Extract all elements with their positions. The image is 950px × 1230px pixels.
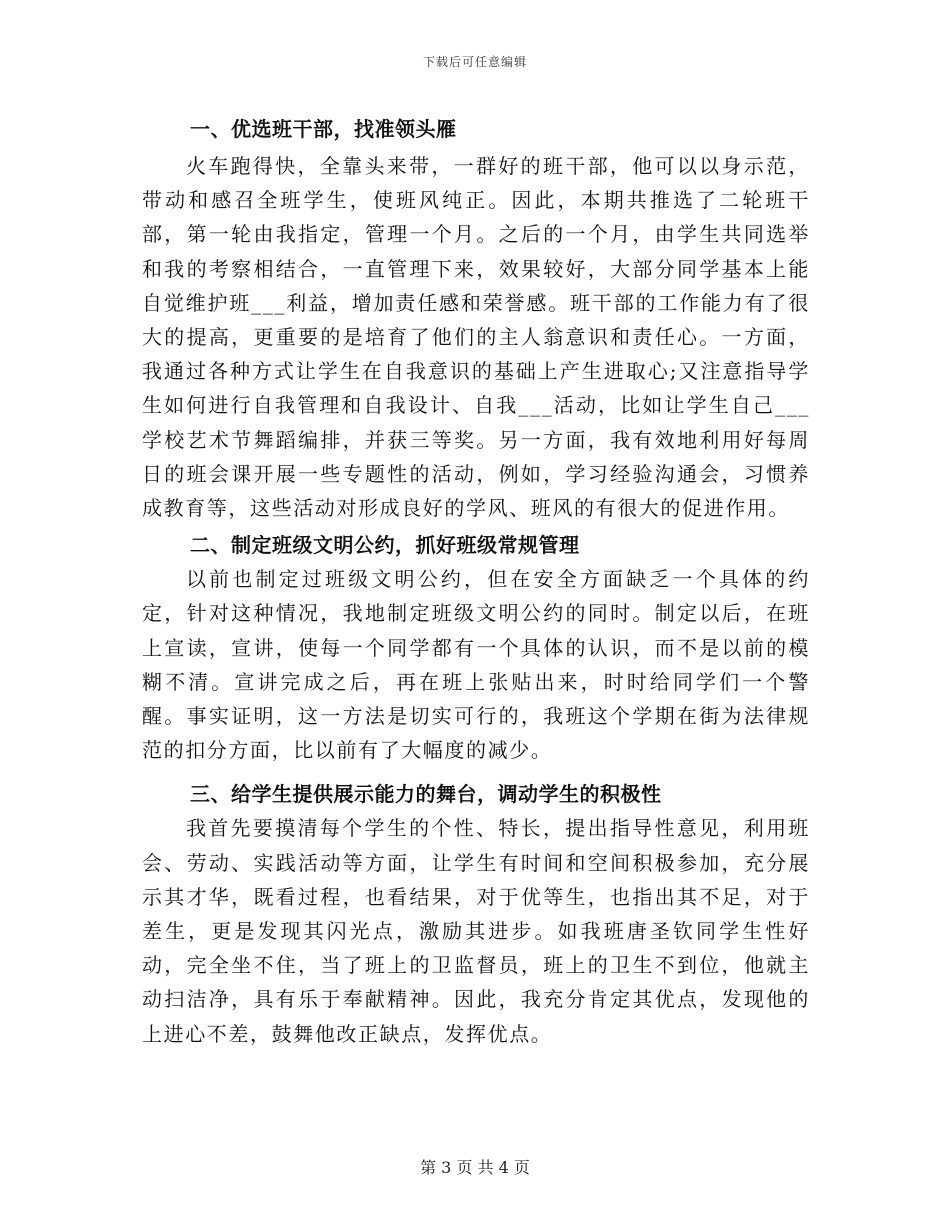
document-body [142, 112, 810, 1051]
header-note: 下载后可任意编辑 [422, 55, 527, 69]
section-heading-2: 二、制定班级文明公约，抓好班级常规管理 [190, 533, 580, 558]
section-body-1: 火车跑得快，全靠头来带，一群好的班干部，他可以以身示范，带动和感召全班学生，使班风纯正。因此，本期共推选了二轮班干部，第一轮由我指定，管理一个月。之后的一个月，由学生共同选举和我的考察相结合，一直管理下来，效果较好，大部分同学基本上能自觉维护班___利益，增加责任感和荣誉感。班干部的工作能力有了很大的提高，更重要的是培育了他们的主人翁意识和责任心。一方面，我通过各种方式让学生在自我意识的基础上产生进取心;又注意指导学生如何进行自我管理和自我设计、自我___活动，比如让学生自己___学校艺术节舞蹈编排，并获三等奖。另一方面，我有效地利用好每周日的班会课开展一些专题性的活动，例如，学习经验沟通会，习惯养成教育等，这些活动对形成良好的学风、班风的有很大的促进作用。 [142, 154, 810, 521]
section-body-3: 我首先要摸清每个学生的个性、特长，提出指导性意见，利用班会、劳动、实践活动等方面，让学生有时间和空间积极参加，充分展示其才华，既看过程，也看结果，对于优等生，也指出其不足，对于差生，更是发现其闪光点，激励其进步。如我班唐圣钦同学生性好动，完全坐不住，当了班上的卫监督员，班上的卫生不到位，他就主动扫洁净，具有乐于奉献精神。因此，我充分肯定其优点，发现他的上进心不差，鼓舞他改正缺点，发挥优点。 [142, 816, 810, 1046]
section-heading-3: 三、给学生提供展示能力的舞台，调动学生的积极性 [190, 782, 662, 807]
page-number: 第 3 页 共 4 页 [420, 1158, 530, 1177]
section-body-2: 以前也制定过班级文明公约，但在安全方面缺乏一个具体的约定，针对这种情况，我地制定班级文明公约的同时。制定以后，在班上宣读，宣讲，使每一个同学都有一个具体的认识，而不是以前的模糊不清。宣讲完成之后，再在班上张贴出来，时时给同学们一个警醒。事实证明，这一方法是切实可行的，我班这个学期在街为法律规范的扣分方面，比以前有了大幅度的减少。 [142, 567, 810, 763]
section-heading-1: 一、优选班干部，找准领头雁 [190, 117, 457, 141]
